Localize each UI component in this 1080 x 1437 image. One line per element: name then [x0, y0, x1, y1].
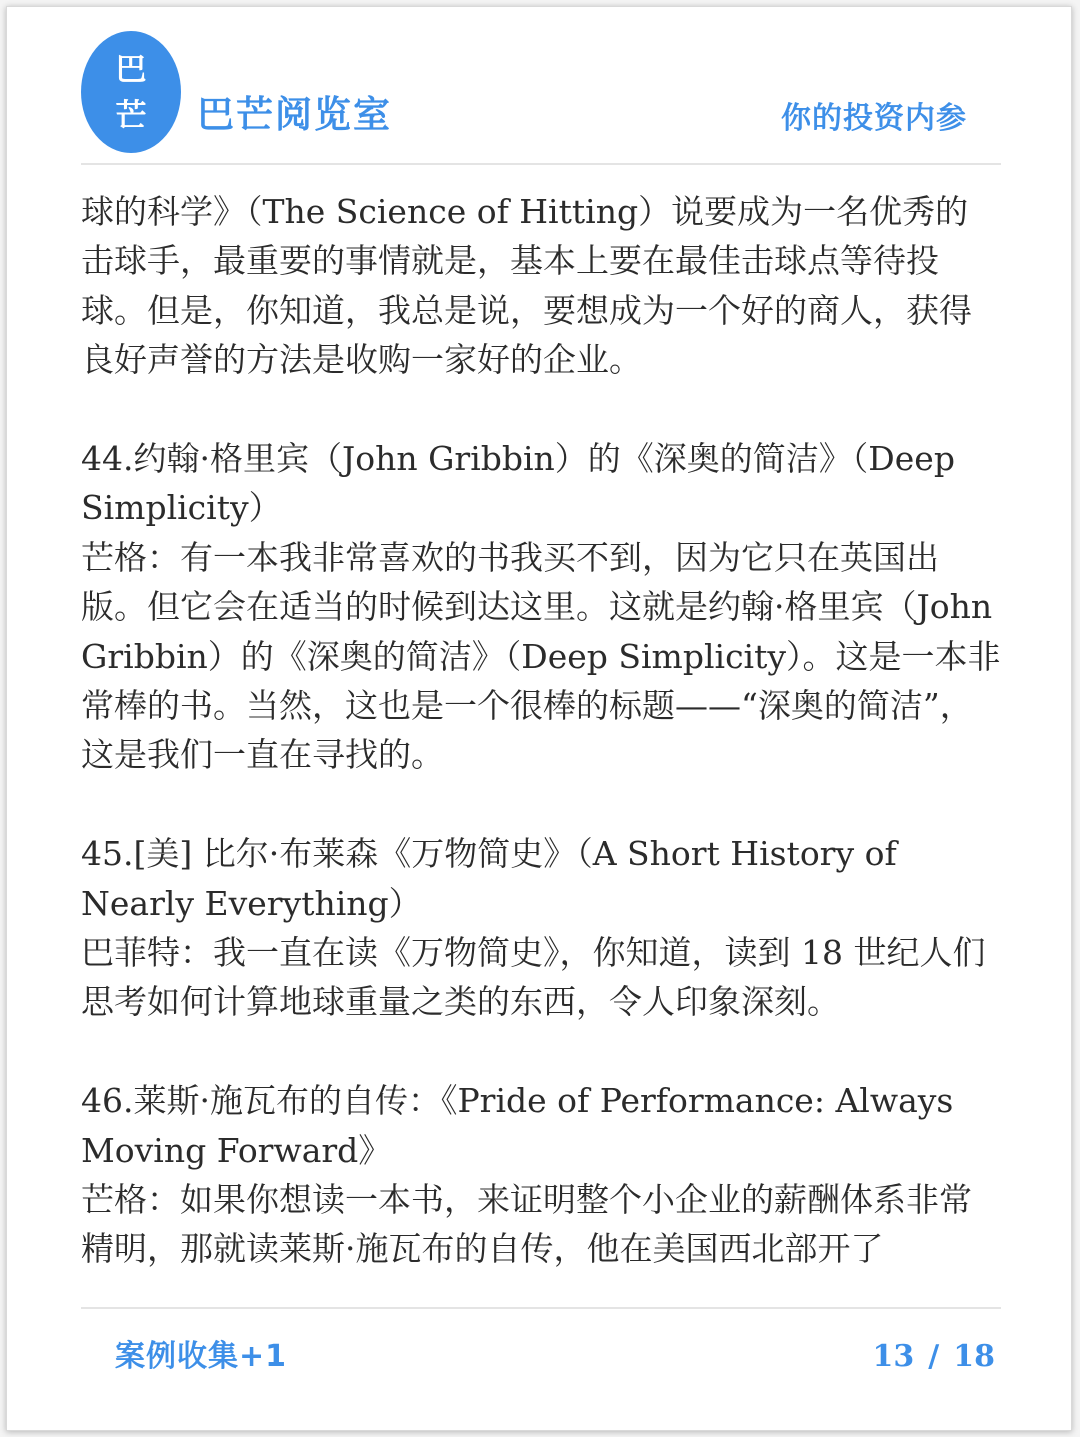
logo-char-2: 芒	[115, 98, 147, 134]
document-page	[6, 6, 1072, 1431]
footer-divider	[81, 1307, 1001, 1309]
paragraph: 45.[美] 比尔·布莱森《万物简史》（A Short History of Nearly Everything） 巴菲特：我一直在读《万物简史》，你知道，读到 18 世纪人们思考如何计算地球重量之类的东西，令人印象深刻。	[81, 834, 986, 1022]
site-slogan: 你的投资内参	[781, 101, 967, 136]
paragraph: 球的科学》（The Science of Hitting）说要成为一名优秀的击球手，最重要的事情就是，基本上要在最佳击球点等待投球。但是，你知道，我总是说，要想成为一个好的商人，获得良好声誉的方法是收购一家好的企业。	[81, 192, 972, 380]
page-separator: /	[928, 1339, 940, 1374]
article-body	[81, 187, 1001, 1297]
page-total: 18	[953, 1339, 995, 1374]
page-header	[7, 7, 1071, 167]
logo-char-1: 巴	[115, 52, 147, 88]
header-divider	[81, 163, 1001, 165]
collection-label: 案例收集+1	[115, 1339, 288, 1374]
page-current: 13	[872, 1339, 915, 1374]
page-indicator	[873, 1337, 995, 1377]
paragraph: 46.莱斯·施瓦布的自传：《Pride of Performance: Always Moving Forward》 芒格：如果你想读一本书，来证明整个小企业的薪酬体系非常精明，那就读莱斯·施瓦布的自传，他在美国西北部开了	[81, 1081, 972, 1269]
paragraph: 44.约翰·格里宾（John Gribbin）的《深奥的简洁》（Deep Simplicity） 芒格：有一本我非常喜欢的书我买不到，因为它只在英国出版。但它会在适当的时候到达这里。这就是约翰·格里宾（John Gribbin）的《深奥的简洁》（Deep Simplicity）。这是一本非常棒的书。当然，这也是一个很棒的标题——“深奥的简洁”，这是我们一直在寻找的。	[81, 439, 1001, 775]
site-title: 巴芒阅览室	[197, 93, 392, 136]
logo-badge	[81, 31, 181, 153]
